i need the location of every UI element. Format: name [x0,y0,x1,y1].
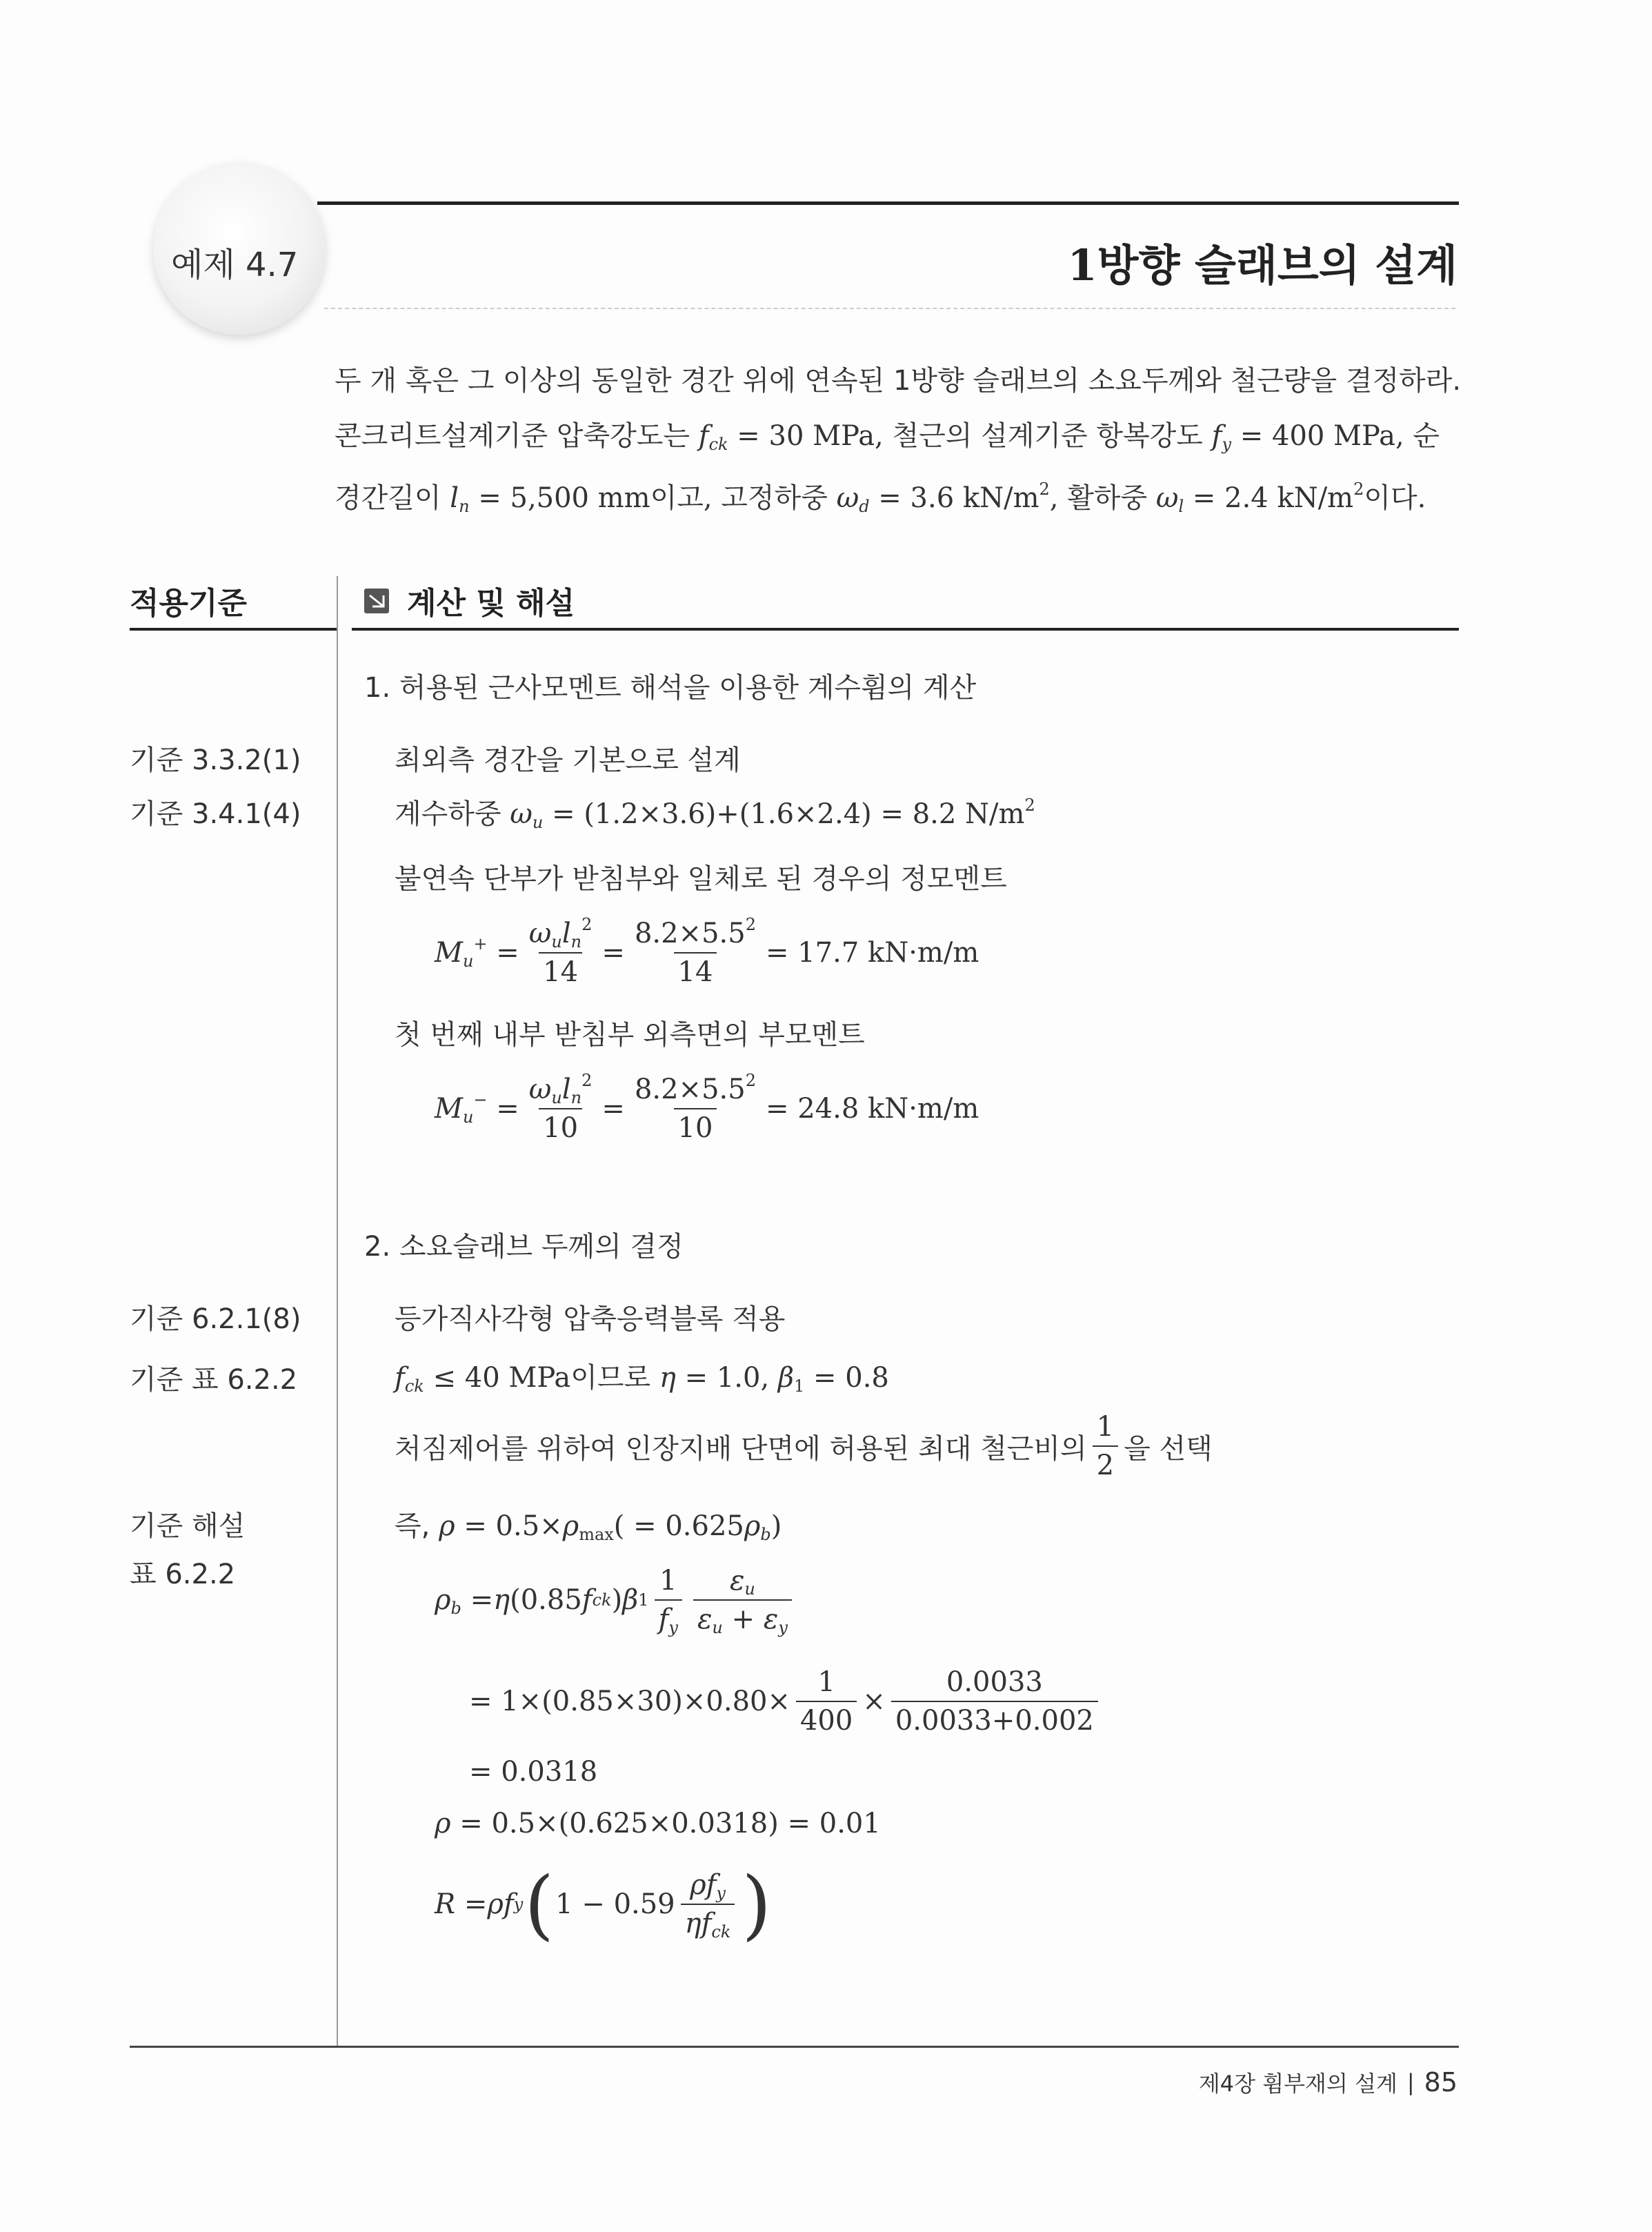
page-number: 85 [1424,2067,1457,2097]
equation-rho-b-result: = 0.0318 [469,1756,598,1788]
equation-rho: ρ = 0.5×(0.625×0.0318) = 0.01 [435,1808,881,1839]
sidebar-heading: 적용기준 [130,586,248,621]
s2-line-1: 등가직사각형 압축응력블록 적용 [395,1303,786,1335]
footer-chapter: 제4장 휨부재의 설계 [1198,2071,1397,2097]
s1-line-4: 첫 번째 내부 받침부 외측면의 부모멘트 [395,1019,865,1051]
equation-rho-b-value: = 1×(0.85×30)×0.80× $\frac{1}{400}$ × $\frac{0.0033}{0.0033+0.002}$ [469,1666,1104,1737]
ref-5a: 기준 해설 [130,1510,246,1542]
sidebar-rule [130,628,338,631]
ref-3: 기준 6.2.1(8) [130,1303,301,1335]
header-dashed-rule [324,308,1455,309]
equation-R: R = ρf y ( 1 − 0.59 $\frac{\rho f_y}{\eta f_{ck}}$ ) [435,1860,772,1948]
ref-5b: 표 6.2.2 [130,1559,236,1590]
s1-line-3: 불연속 단부가 받침부와 일체로 된 경우의 정모멘트 [395,863,1007,895]
section-2-title: 2. 소요슬래브 두께의 결정 [364,1231,684,1263]
footer-separator: | [1406,2069,1415,2095]
problem-line-1: 두 개 혹은 그 이상의 동일한 경간 위에 연속된 1방향 슬래브의 소요두께와 철근량을 결정하라. [335,365,1462,397]
header-rule [317,201,1459,205]
section-marker-icon [364,589,389,613]
equation-rho-b: $\rho_b$ = η (0.85 f ck ) β 1 $\frac{1}{f_y}$ $\frac{\varepsilon_u}{\varepsilon_u + \varepsilon_y}$ [435,1565,797,1635]
equation-positive-moment: $M_u^+$ = $\frac{\omega_ul_n^2}{14}$ = $\frac{8.2\times 5.5^2}{14}$ = 17.7 kN·m/m [435,915,979,988]
column-divider [337,576,338,2046]
s2-line-4: 즉, $\rho = 0.5\times\rho_{max}( = 0.625\rho_b)$ [395,1510,782,1545]
s2-line-2: $f_{ck} \le 40$ MPa이므로 η = 1.0, $\beta_1 = 0.8$ [395,1362,889,1396]
calc-heading: 계산 및 해설 [407,586,575,621]
equation-negative-moment: $M_u^-$ = $\frac{\omega_ul_n^2}{10}$ = $\frac{8.2\times 5.5^2}{10}$ = 24.8 kN·m/m [435,1071,979,1144]
ref-2: 기준 3.4.1(4) [130,798,301,830]
example-title: 1방향 슬래브의 설계 [1067,240,1457,290]
s1-line-2: 계수하중 $\omega_u = (1.2\times 3.6)+(1.6\times 2.4) = 8.2$ $N/m^2$ [395,796,1035,833]
example-badge: 예제 4.7 [171,246,299,284]
ref-4: 기준 표 6.2.2 [130,1364,298,1396]
problem-line-2: 콘크리트설계기준 압축강도는 $f_{ck} = 30$ MPa, 철근의 설계기준 항복강도 $f_y = 400$ MPa, 순 [335,420,1440,455]
page-footer [1199,2066,1457,2098]
ref-1: 기준 3.3.2(1) [130,744,301,776]
s1-line-1: 최외측 경간을 기본으로 설계 [395,744,741,776]
calc-rule [352,628,1459,631]
problem-line-3: 경간길이 $l_n = 5,500$ mm이고, 고정하중 $\omega_d = 3.6$ $kN/m^2$, 활하중 $\omega_l = 2.4$ $kN/m^2$이다. [335,480,1426,517]
footer-rule [130,2046,1459,2048]
s2-line-3: 처짐제어를 위하여 인장지배 단면에 허용된 최대 철근비의 $\frac{1}{2}$ 을 선택 [395,1411,1213,1481]
section-1-title: 1. 허용된 근사모멘트 해석을 이용한 계수휨의 계산 [364,672,977,704]
